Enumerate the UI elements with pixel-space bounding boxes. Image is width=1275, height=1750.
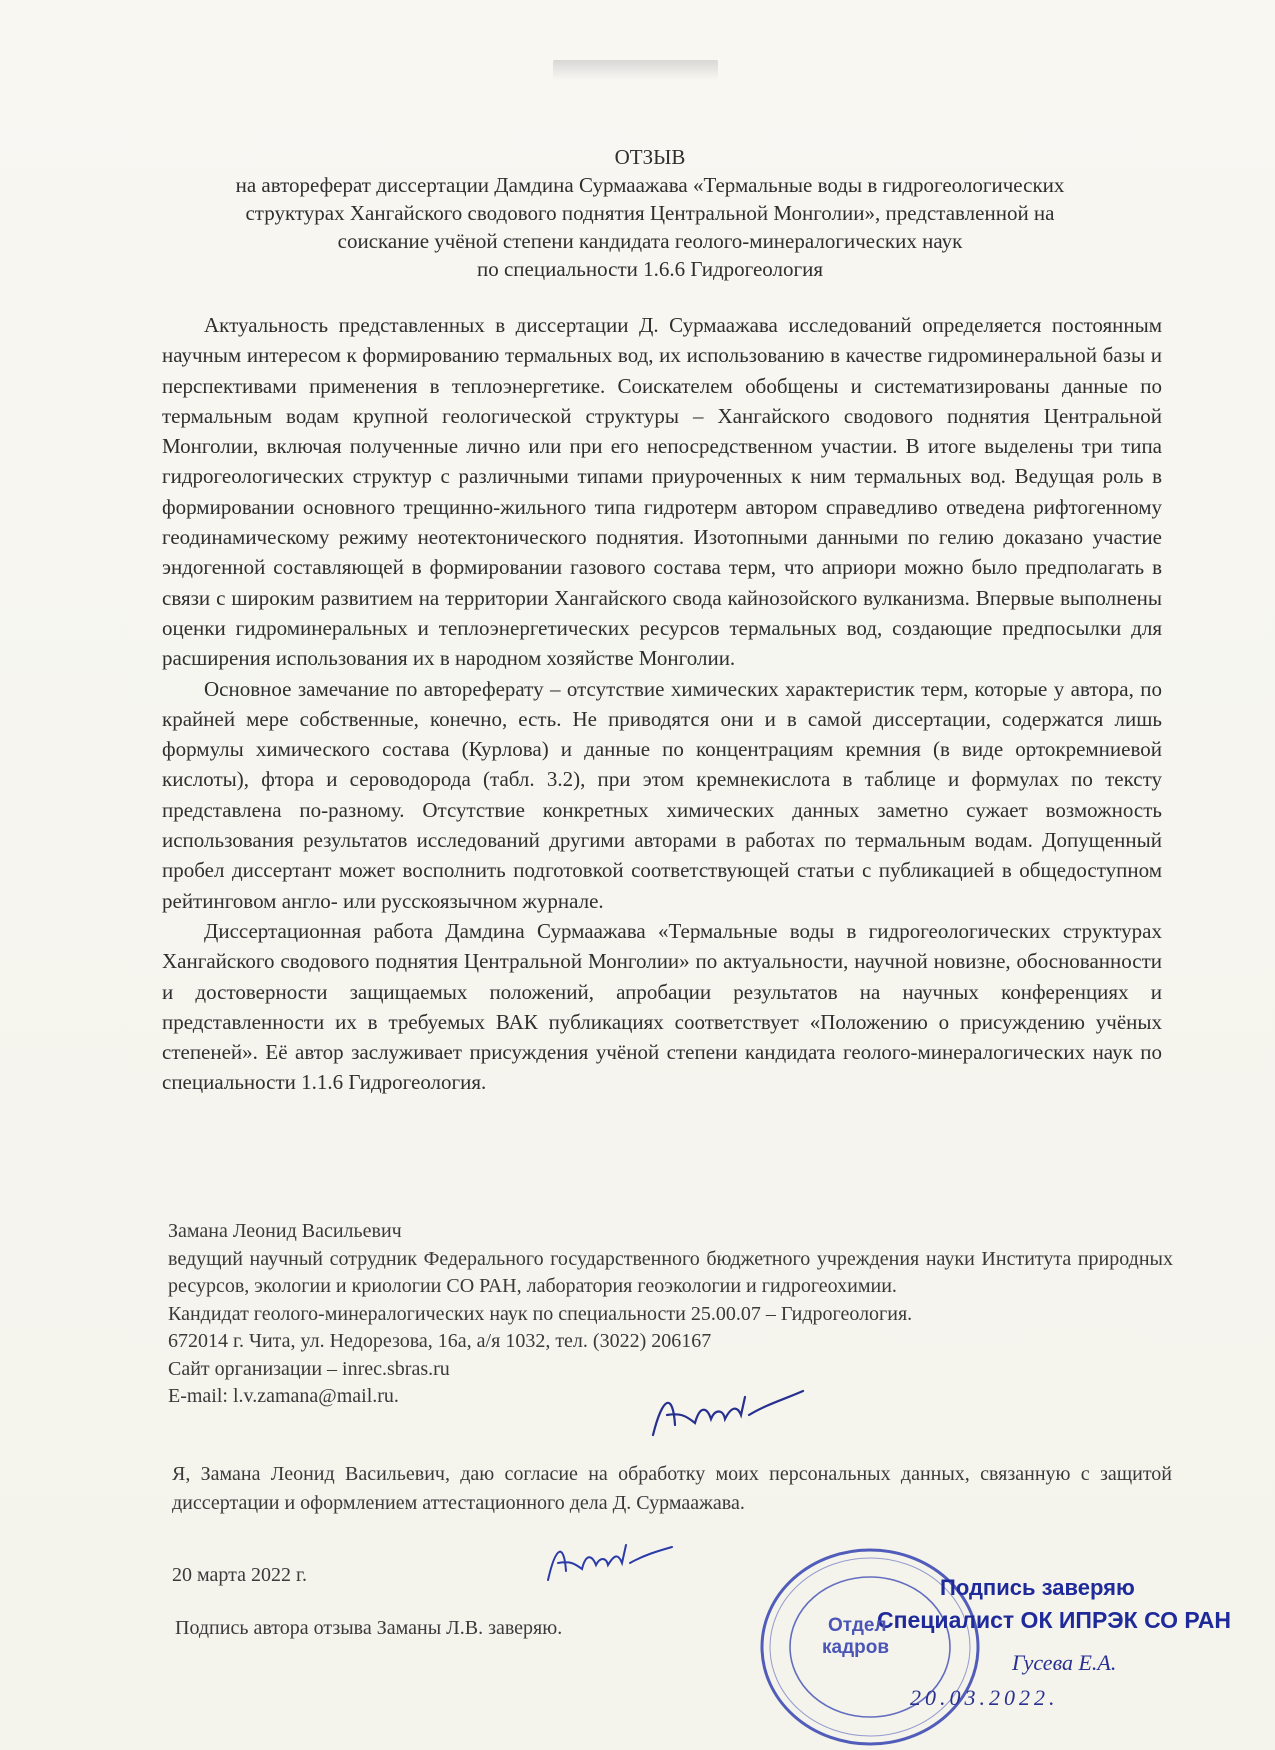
author-degree: Кандидат геолого-минералогических наук по специальности 25.00.07 – Гидрогеология. <box>168 1302 913 1325</box>
author-position: ведущий научный сотрудник Федерального государственного бюджетного учреждения науки Института природных ресурсов, экологии и криологии СО РАН, лаборатория геоэкологии и гидрогеохимии. <box>168 1247 1173 1297</box>
author-address: 672014 г. Чита, ул. Недорезова, 16а, а/я 1032, тел. (3022) 206167 <box>168 1330 712 1352</box>
paragraph-conclusion: Диссертационная работа Дамдина Сурмаажава «Термальные воды в гидрогеологических структурах Хангайского сводового поднятия Центральной Монголии» по актуальности, научной новизне, обоснованности и достоверности защищаемых положений, апробации результатов на научных конференциях и представленности их в требуемых ВАК публикациях соответствует «Положению о присуждению учёных степеней». Её автор заслуживает присуждения учёной степени кандидата геолого-минералогических наук по специальности 1.1.6 Гидрогеология. <box>162 918 1162 1095</box>
author-name: Замана Леонид Васильевич <box>168 1220 402 1242</box>
organization-site: Сайт организации – inrec.sbras.ru <box>168 1357 450 1380</box>
author-info <box>168 1218 1173 1411</box>
review-body <box>162 310 1162 1098</box>
title-line-2: структурах Хангайского сводового поднятия Центральной Монголии», представленной на <box>245 201 1055 225</box>
author-signature-2 <box>540 1535 675 1590</box>
author-email: E-mail: l.v.zamana@mail.ru. <box>168 1385 399 1407</box>
document-heading: ОТЗЫВ <box>614 145 686 169</box>
title-line-3: соискание учёной степени кандидата геолого-минералогических наук <box>337 229 963 253</box>
stamp-handwritten-date: 20.03.2022. <box>910 1685 1059 1710</box>
author-signature-1 <box>645 1385 805 1445</box>
stamp-department-2: кадров <box>822 1637 890 1658</box>
stamp-department-1: Отдел <box>828 1615 887 1636</box>
title-line-4: по специальности 1.6.6 Гидрогеология <box>476 257 824 281</box>
consent-statement: Я, Замана Леонид Васильевич, даю согласие на обработку моих персональных данных, связанную с защитой диссертации и оформлением аттестационного дела Д. Сурмаажава. <box>172 1463 1172 1514</box>
title-line-1: на автореферат диссертации Дамдина Сурмаажава «Термальные воды в гидрогеологических <box>235 173 1065 197</box>
stamp-line-2: Специалист ОК ИПРЭК СО РАН <box>877 1607 1231 1633</box>
signature-certification: Подпись автора отзыва Заманы Л.В. заверяю. <box>175 1617 563 1639</box>
document-title-block <box>150 143 1150 283</box>
scan-shadow <box>553 60 718 80</box>
paragraph-relevance: Актуальность представленных в диссертации Д. Сурмаажава исследований определяется постоянным научным интересом к формированию термальных вод, их использованию в качестве гидроминеральной базы и перспективами применения в теплоэнергетике. Соискателем обобщены и систематизированы данные по термальным водам крупной геологической структуры – Хангайского сводового поднятия Центральной Монголии, включая полученные лично или при его непосредственном участии. В итоге выделены три типа гидрогеологических структур с различными типами приуроченных к ним термальных вод. Ведущая роль в формировании основного трещинно-жильного типа гидротерм автором справедливо отведена рифтогенному геодинамическому режиму неотектонического поднятия. Изотопными данными по гелию доказано участие эндогенной составляющей в формировании газового состава терм, что априори можно было предполагать в связи с широким развитием на территории Хангайского свода кайнозойского вулканизма. Впервые выполнены оценки гидроминеральных и теплоэнергетических ресурсов термальных вод, создающие предпосылки для расширения использования их в народном хозяйстве Монголии. <box>162 313 1162 671</box>
paragraph-remarks: Основное замечание по автореферату – отсутствие химических характеристик терм, которые у автора, по крайней мере собственные, конечно, есть. Не приводятся они и в самой диссертации, содержатся лишь формулы химического состава (Курлова) и данные по концентрациям кремния (в виде ортокремниевой кислоты), фтора и сероводорода (табл. 3.2), при этом кремнекислота в таблице и формулах по тексту представлена по-разному. Отсутствие конкретных химических данных заметно сужает возможность использования результатов исследований другими авторами в работах по термальным водам. Допущенный пробел диссертант может восполнить подготовкой соответствующей статьи с публикацией в общедоступном рейтинговом англо- или русскоязычном журнале. <box>162 676 1162 913</box>
certification-stamp <box>822 1575 1242 1750</box>
stamp-line-1: Подпись заверяю <box>940 1575 1135 1600</box>
stamp-handwritten-name: Гусева Е.А. <box>1012 1650 1117 1675</box>
document-date: 20 марта 2022 г. <box>172 1564 307 1586</box>
